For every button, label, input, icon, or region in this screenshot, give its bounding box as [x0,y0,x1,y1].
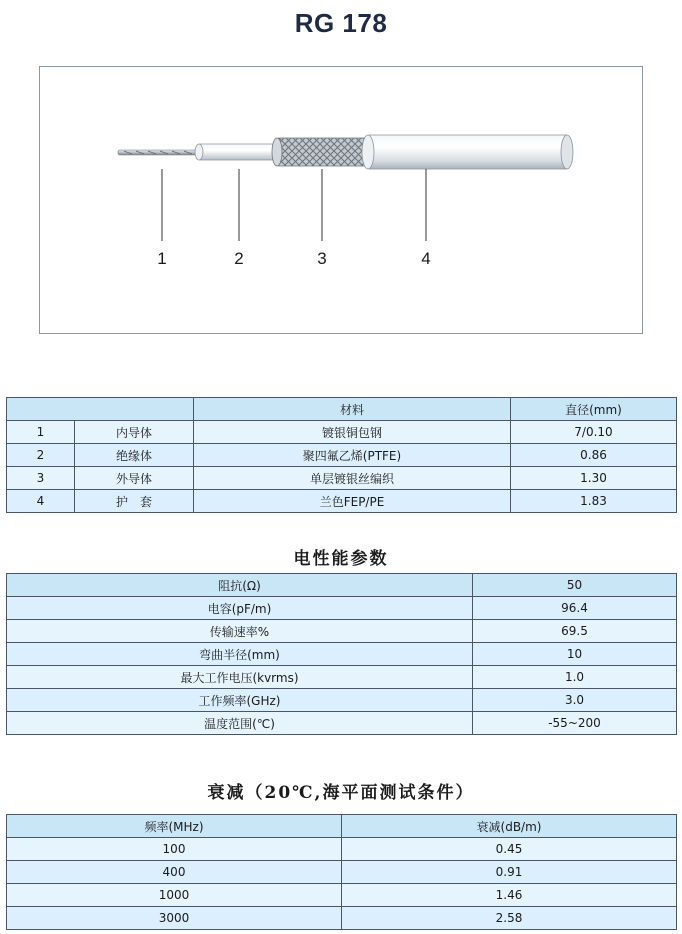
header-attenuation: 衰减(dB/m) [342,815,677,838]
component-material: 聚四氟乙烯(PTFE) [194,444,511,467]
structure-table [6,397,677,513]
attenuation-value: 0.91 [342,861,677,884]
component-diameter: 1.30 [511,467,677,490]
outer-braid [272,138,370,166]
attenuation-table [6,814,677,930]
param-value: 3.0 [473,689,677,712]
cable-illustration [40,67,644,335]
table-row [7,643,677,666]
table-row [7,574,677,597]
row-number: 3 [7,467,75,490]
structure-header-diameter: 直径(mm) [511,398,677,421]
component-diameter: 7/0.10 [511,421,677,444]
component-name: 绝缘体 [75,444,194,467]
table-row [7,838,677,861]
component-material: 兰色FEP/PE [194,490,511,513]
component-material: 单层镀银丝编织 [194,467,511,490]
param-value: -55~200 [473,712,677,735]
param-name: 工作频率(GHz) [7,689,473,712]
table-row [7,884,677,907]
insulation [195,144,280,160]
component-name: 外导体 [75,467,194,490]
structure-header-blank [7,398,194,421]
structure-header-row [7,398,677,421]
frequency-value: 100 [7,838,342,861]
table-row [7,666,677,689]
row-number: 2 [7,444,75,467]
diagram-label-4: 4 [421,249,431,268]
table-row [7,597,677,620]
component-material: 镀银铜包钢 [194,421,511,444]
table-row [7,712,677,735]
param-name: 弯曲半径(mm) [7,643,473,666]
frequency-value: 400 [7,861,342,884]
component-name: 内导体 [75,421,194,444]
table-row [7,490,677,513]
param-value: 1.0 [473,666,677,689]
table-row [7,907,677,930]
outer-jacket [362,135,573,169]
param-value: 50 [473,574,677,597]
row-number: 1 [7,421,75,444]
param-value: 69.5 [473,620,677,643]
table-row [7,421,677,444]
inner-conductor [118,150,202,155]
param-name: 电容(pF/m) [7,597,473,620]
param-name: 温度范围(℃) [7,712,473,735]
attenuation-heading: 衰减（20℃,海平面测试条件） [207,783,475,803]
structure-header-material: 材料 [194,398,511,421]
diagram-label-3: 3 [317,249,327,268]
param-name: 传输速率% [7,620,473,643]
table-row [7,620,677,643]
attenuation-value: 0.45 [342,838,677,861]
table-row [7,467,677,490]
attenuation-value: 1.46 [342,884,677,907]
diagram-label-1: 1 [157,249,167,268]
cable-diagram [39,66,643,334]
header-frequency: 频率(MHz) [7,815,342,838]
attenuation-header-row [7,815,677,838]
component-diameter: 0.86 [511,444,677,467]
param-name: 阻抗(Ω) [7,574,473,597]
param-value: 10 [473,643,677,666]
attenuation-value: 2.58 [342,907,677,930]
electrical-heading: 电性能参数 [293,549,389,569]
table-row [7,444,677,467]
electrical-table [6,573,677,735]
param-name: 最大工作电压(kvrms) [7,666,473,689]
frequency-value: 3000 [7,907,342,930]
component-diameter: 1.83 [511,490,677,513]
param-value: 96.4 [473,597,677,620]
page-title: RG 178 [294,8,388,38]
row-number: 4 [7,490,75,513]
table-row [7,861,677,884]
table-row [7,689,677,712]
frequency-value: 1000 [7,884,342,907]
diagram-label-2: 2 [234,249,244,268]
component-name: 护 套 [75,490,194,513]
